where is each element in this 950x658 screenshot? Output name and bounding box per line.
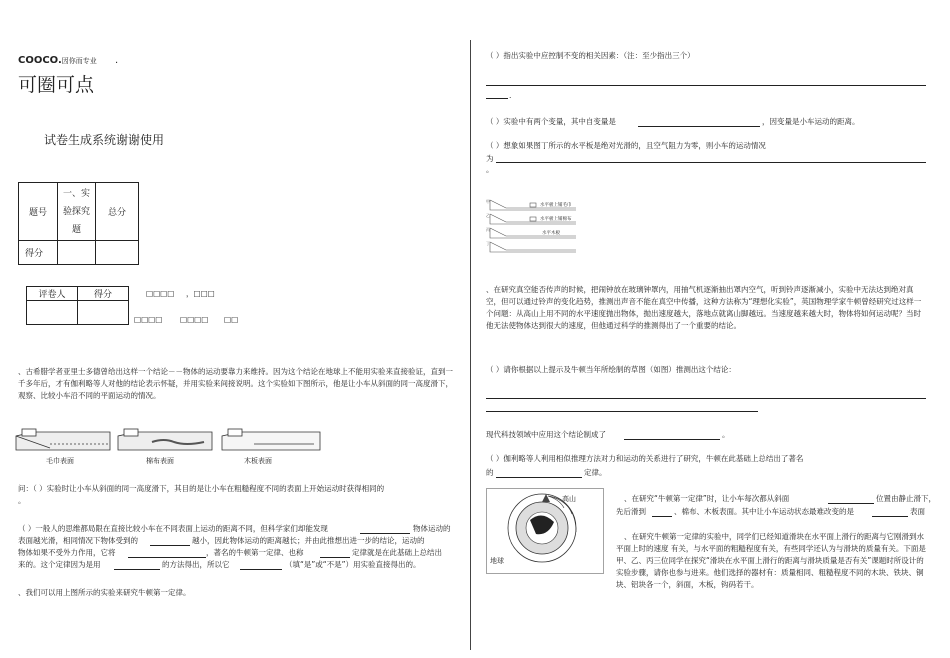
score-col-number: 题号	[19, 183, 58, 241]
grader-label: 评卷人	[27, 287, 78, 301]
answer-blank-q2-1[interactable]	[360, 524, 410, 534]
globe-label-mountain: 高山	[562, 495, 576, 503]
p2-line2-c: 表面	[910, 507, 925, 516]
vacuum-paragraph: 、在研究真空能否传声的时候，把闹钟放在玻璃钟罩内，用抽气机逐渐抽出罩内空气，听到铃声逐渐减小，实验中无法达到绝对真空，但可以通过铃声的变化趋势，推测出声音不能在真空中传播，这种方法称为“理想化实验”，英国物理学家牛顿曾经研究过这样一个问题：从高山上用不同的水平速度抛出物体，抛出速度越大，落地点就离山脚越远。当速度越来越大时，物体将如何运动呢？当时他无法使物体达到很大的速度，但他通过科学的推测得出了一个重要的结论。	[486, 285, 922, 330]
answer-blank-q2-2[interactable]	[150, 536, 190, 546]
answer-blank-q2-6[interactable]	[240, 560, 282, 570]
logo-subtext: 因你而专业	[61, 57, 97, 65]
score-row-label: 得分	[19, 241, 58, 265]
answer-blank-q2-5[interactable]	[114, 560, 160, 570]
grader-score-cell[interactable]	[78, 301, 129, 325]
q2-line2-a: 表面越光滑，相同情况下物体受到的	[18, 536, 138, 545]
q2-line3-b: ，著名的牛顿第一定律、也称	[206, 548, 304, 557]
grader-table	[26, 286, 129, 325]
fig2-label-cotton: 水平板上铺棉布	[540, 217, 572, 222]
q2-line4-a: 来的。这个定律因为是用	[18, 560, 101, 569]
fig-label-cotton: 棉布表面	[146, 457, 174, 465]
answer-line-r1-b[interactable]	[486, 98, 508, 99]
globe-label-earth: 地球	[490, 557, 504, 565]
grader-note-1a: □□□□	[146, 289, 175, 298]
answer-blank-r2[interactable]	[638, 117, 760, 127]
fig2-mark-a: 甲	[486, 199, 490, 204]
score-col-section: 一、实验探究题	[58, 183, 96, 241]
answer-blank-q2-3[interactable]	[128, 548, 206, 558]
right-q2-a: （ ）实验中有两个变量，其中自变量是	[486, 117, 616, 126]
right-q6-a: （ ）伽利略等人利用相似推理方法对力和运动的关系进行了研究，牛顿在此基础上总结出了著名	[486, 454, 804, 463]
page-subtitle: 试卷生成系统谢谢使用	[44, 133, 165, 147]
right-q3-b: 为	[486, 154, 494, 163]
fig-label-towel: 毛巾表面	[46, 457, 74, 465]
answer-line-r3[interactable]	[496, 162, 926, 163]
score-cell-total[interactable]	[96, 241, 139, 265]
fig2-label-towel: 水平板上铺毛巾	[540, 203, 572, 208]
right-q1: （ ）指出实验中应控制不变的相关因素：（注：至少指出三个）	[486, 51, 695, 60]
score-col-total: 总分	[96, 183, 139, 241]
right-q1-end: .	[509, 91, 512, 100]
right-q3-c: 。	[486, 165, 494, 174]
right-q4: （ ）请你根据以上提示及牛顿当年所绘制的草图（如图）推测出这个结论：	[486, 365, 736, 374]
answer-line-r4-b[interactable]	[486, 411, 758, 412]
answer-blank-p2-2[interactable]	[652, 507, 672, 517]
answer-line-r4-a[interactable]	[486, 398, 926, 399]
logo-text: COOCO.	[18, 55, 62, 66]
column-divider	[470, 40, 471, 650]
right-q6-c: 定律。	[584, 468, 607, 477]
grader-score-label: 得分	[78, 287, 129, 301]
grader-note-2b: □□□□	[180, 315, 209, 324]
right-q2-b: ，因变量是小车运动的距离。	[762, 117, 860, 126]
q2-line1-b: 物体运动的	[413, 524, 451, 533]
fig2-mark-b: 乙	[486, 213, 490, 218]
q2-line3-a: 物体如果不受外力作用，它将	[18, 548, 116, 557]
score-cell-section[interactable]	[58, 241, 96, 265]
grader-note-2c: □□	[224, 315, 239, 324]
score-table	[18, 182, 139, 265]
right-q5-a: 现代科技领域中应用这个结论制成了	[486, 430, 606, 439]
answer-line-r1-a[interactable]	[486, 85, 926, 86]
p2-line2-a: 先后滑到	[616, 507, 646, 516]
right-q6-b: 的	[486, 468, 494, 477]
q2-line2-b: 越小，因此物体运动的距离越长；并由此推想出进一步的结论，运动的	[192, 536, 425, 545]
p2-line1-a: 、在研究“牛顿第一定律”时，让小车每次都从斜面	[624, 494, 790, 503]
answer-blank-p2-3[interactable]	[872, 507, 908, 517]
page-title: 可圈可点	[18, 74, 95, 96]
header-dot: .	[115, 55, 119, 66]
answer-blank-p2-1[interactable]	[828, 494, 874, 504]
answer-blank-r6[interactable]	[496, 468, 582, 478]
fig-label-wood: 木板表面	[244, 457, 272, 465]
answer-blank-q2-4[interactable]	[320, 548, 350, 558]
p2-line1-b: 位置由静止滑下，	[876, 494, 936, 503]
grader-name-cell[interactable]	[27, 301, 78, 325]
right-q5-b: 。	[722, 430, 730, 439]
question-1: 问：（ ）实验时让小车从斜面的同一高度滑下，其目的是让小车在粗糙程度不同的表面上开始运动时获得相同的	[18, 484, 385, 493]
fig2-mark-d: 丁	[486, 241, 490, 246]
grader-note-2a: □□□□	[134, 315, 163, 324]
fig2-label-board: 水平木板	[542, 231, 560, 236]
q2-line3-c: 定律就是在此基础上总结出	[352, 548, 442, 557]
logo	[18, 55, 97, 66]
question-3: 、我们可以用上图所示的实验来研究牛顿第一定律。	[18, 588, 191, 597]
answer-blank-r5[interactable]	[624, 430, 720, 440]
q2-line4-b: 的方法得出，所以它	[162, 560, 230, 569]
q2-line1-a: （ ）一般人的思维都局限在直接比较小车在不同表面上运动的距离不同，但科学家们却能发现	[18, 524, 328, 533]
question-1-end: 。	[18, 496, 26, 505]
intro-paragraph: 、古希腊学者亚里士多德曾给出这样一个结论－－物体的运动要靠力来维持。因为这个结论在地球上不能用实验来直接验证，直到一千多年后，才有伽利略等人对他的结论表示怀疑，并用实验来间接说明。这个实验如下图所示，他是让小车从斜面的同一高度滑下，观察、比较小车沿不同的平面运动的情况。	[18, 367, 453, 400]
right-q3-a: （ ）想象如果图丁所示的水平板是绝对光滑的，且空气阻力为零，则小车的运动情况	[486, 141, 766, 150]
grader-note-1b: ，□□□	[186, 289, 215, 298]
p3-paragraph: 、在研究牛顿第一定律的实验中，同学们已经知道滑块在水平面上滑行的距离与它刚滑到水平面上时的速度 有关，与水平面的粗糙程度有关，有些同学还认为与滑块的质量有关。下面是甲、乙、丙三位同学在探究“滑块在水平面上滑行的距离与滑块质量是否有关”课题时所设计的实验步骤，请你也参与进来。他们选择的器材有：质量相同、粗糙程度不同的木块、铁块、铜块、铝块各一个，斜面，木板，钩码若干。	[616, 532, 926, 589]
fig2-mark-c: 丙	[486, 227, 490, 232]
q2-line4-c: （填“是”或“不是”）用实验直接得出的。	[285, 560, 421, 569]
p2-line2-b: 、棉布、木板表面。其中让小车运动状态最难改变的是	[674, 507, 854, 516]
